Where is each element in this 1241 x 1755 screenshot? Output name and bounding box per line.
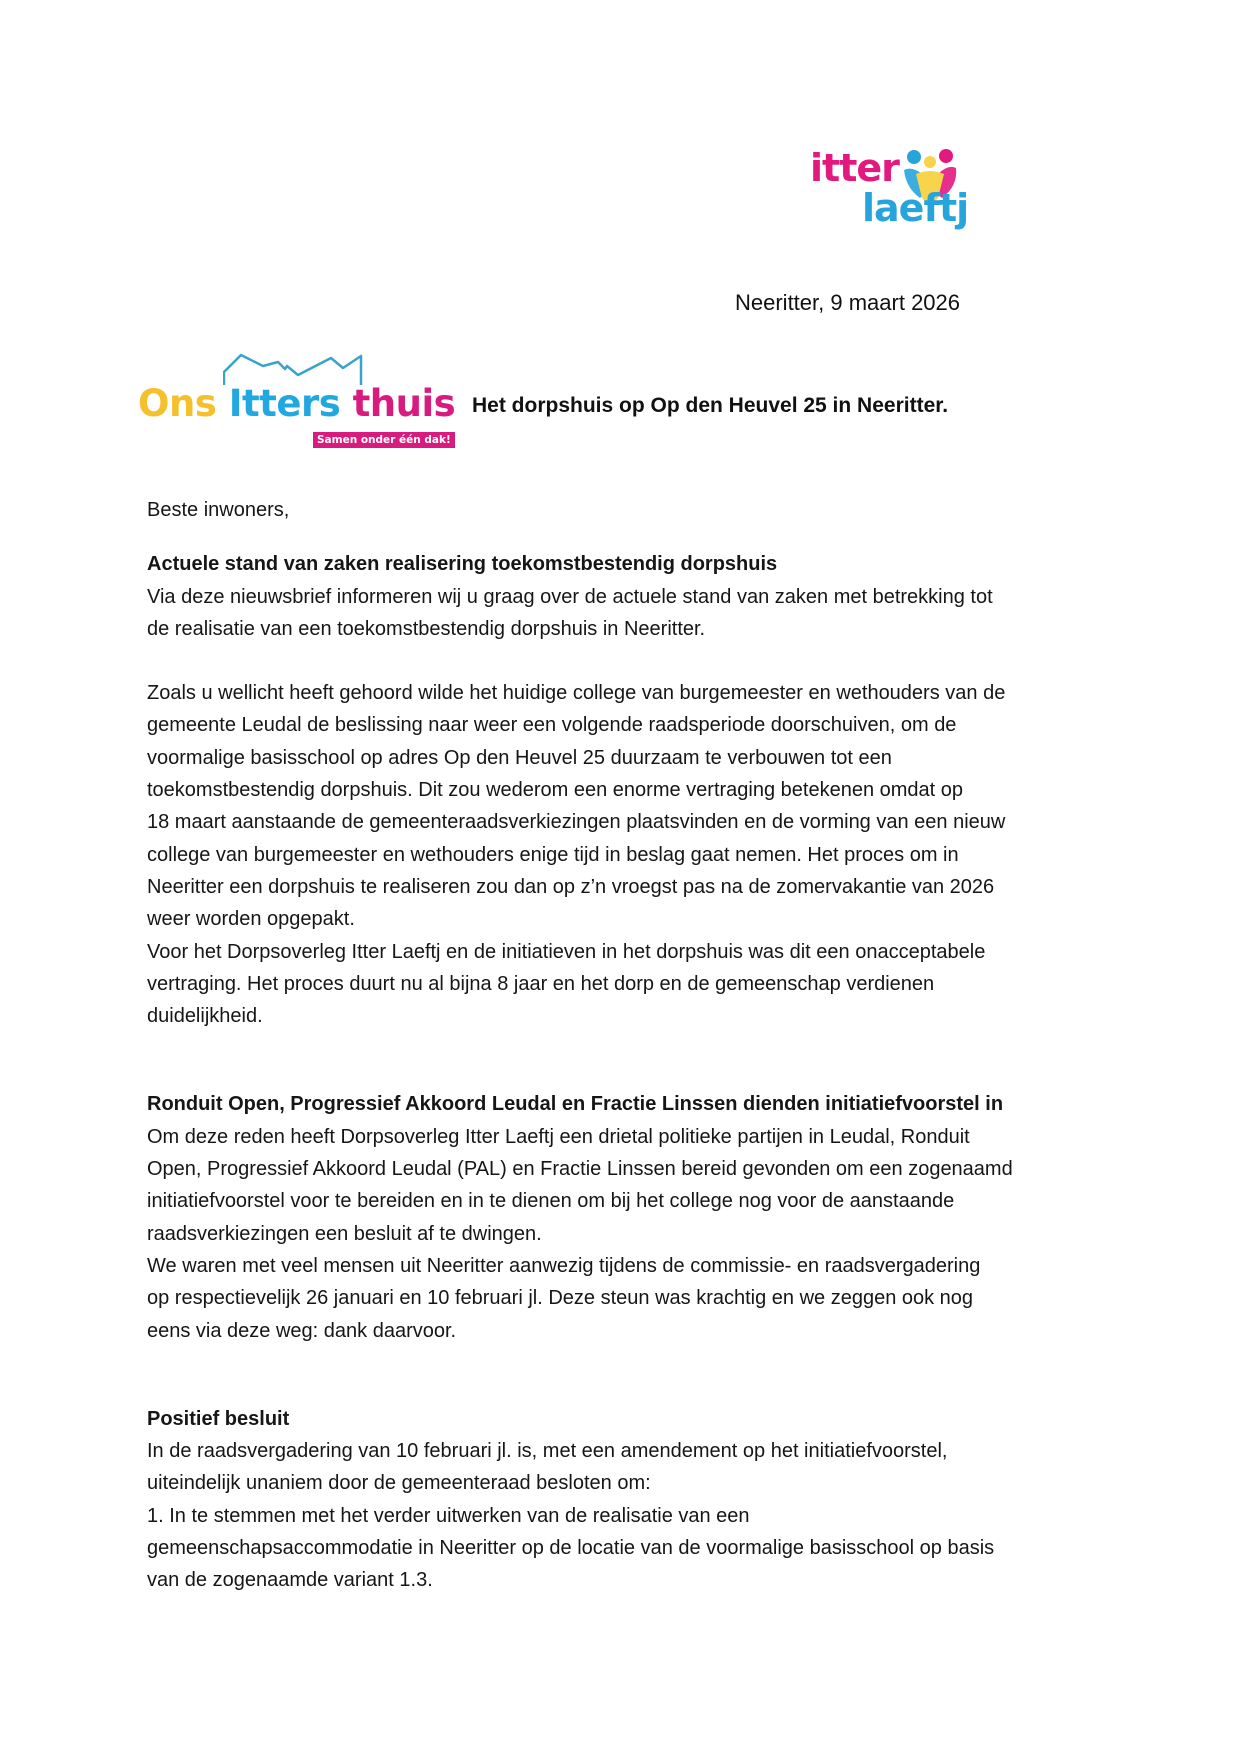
body-line: uiteindelijk unaniem door de gemeenteraad besloten om:	[147, 1472, 651, 1495]
body-line: Om deze reden heeft Dorpsoverleg Itter Laeftj een drietal politieke partijen in Leudal, Ronduit	[147, 1125, 970, 1148]
salutation: Beste inwoners,	[147, 499, 290, 521]
body-line: voormalige basisschool op adres Op den Heuvel 25 duurzaam te verbouwen tot een	[147, 746, 892, 769]
body-line: Voor het Dorpsoverleg Itter Laeftj en de initiatieven in het dorpshuis was dit een onacceptabele	[147, 940, 986, 963]
body-line: Zoals u wellicht heeft gehoord wilde het huidige college van burgemeester en wethouders van de	[147, 682, 1006, 705]
body-line: In de raadsvergadering van 10 februari jl. is, met een amendement op het initiatiefvoorstel,	[147, 1440, 948, 1463]
body-line: eens via deze weg: dank daarvoor.	[147, 1319, 457, 1342]
itter-laeftj-logo	[810, 118, 970, 248]
letter-date: Neeritter, 9 maart 2026	[735, 290, 961, 315]
document-title: Het dorpshuis op Op den Heuvel 25 in Neeritter.	[472, 394, 949, 417]
body-line: raadsverkiezingen een besluit af te dwingen.	[147, 1222, 542, 1245]
body-line: weer worden opgepakt.	[147, 908, 355, 931]
body-line: gemeenschapsaccommodatie in Neeritter op de locatie van de voormalige basisschool op basis	[147, 1537, 995, 1560]
body-line: 18 maart aanstaande de gemeenteraadsverkiezingen plaatsvinden en de vorming van een nieuw	[147, 811, 1006, 834]
body-line: We waren met veel mensen uit Neeritter aanwezig tijdens de commissie- en raadsvergadering	[147, 1254, 981, 1277]
body-line: Via deze nieuwsbrief informeren wij u graag over de actuele stand van zaken met betrekking tot	[147, 585, 993, 608]
house-roofline-icon	[223, 352, 363, 386]
letter-body	[147, 494, 1107, 1597]
logo-word-thuis: thuis	[352, 382, 456, 425]
body-line: van de zogenaamde variant 1.3.	[147, 1569, 433, 1592]
section-heading: Ronduit Open, Progressief Akkoord Leudal en Fractie Linssen dienden initiatiefvoorstel in	[147, 1093, 1004, 1116]
logo-word-laeftj: laeftj	[862, 186, 969, 230]
section-heading: Positief besluit	[147, 1407, 290, 1430]
body-line: initiatiefvoorstel voor te bereiden en in te dienen om bij het college nog voor de aanstaande	[147, 1190, 955, 1213]
body-line: gemeente Leudal de beslissing naar weer een volgende raadsperiode doorschuiven, om de	[147, 714, 957, 737]
body-line: college van burgemeester en wethouders enige tijd in beslag gaat nemen. Het proces om in	[147, 843, 959, 866]
logo-word-ons: Ons	[138, 382, 217, 425]
section-heading: Actuele stand van zaken realisering toekomstbestendig dorpshuis	[147, 553, 778, 576]
body-line: de realisatie van een toekomstbestendig dorpshuis in Neeritter.	[147, 617, 706, 640]
logo-tagline: Samen onder één dak!	[313, 432, 455, 448]
ons-itters-thuis-logo	[138, 352, 456, 452]
body-line: Neeritter een dorpshuis te realiseren zou dan op z’n vroegst pas na de zomervakantie van 2026	[147, 875, 995, 898]
body-line: 1. In te stemmen met het verder uitwerken van de realisatie van een	[147, 1504, 750, 1527]
body-line: vertraging. Het proces duurt nu al bijna 8 jaar en het dorp en de gemeenschap verdienen	[147, 972, 935, 995]
body-line: op respectievelijk 26 januari en 10 februari jl. Deze steun was krachtig en we zeggen ook nog	[147, 1287, 974, 1310]
body-line: Open, Progressief Akkoord Leudal (PAL) en Fractie Linssen bereid gevonden om een zogenaamd	[147, 1158, 1013, 1181]
logo-wordmark	[138, 382, 455, 425]
body-line: toekomstbestendig dorpshuis. Dit zou wederom een enorme vertraging betekenen omdat op	[147, 779, 964, 802]
body-line: duidelijkheid.	[147, 1005, 263, 1028]
logo-word-itters: Itters	[228, 382, 341, 425]
logo-word-itter: itter	[810, 146, 899, 190]
